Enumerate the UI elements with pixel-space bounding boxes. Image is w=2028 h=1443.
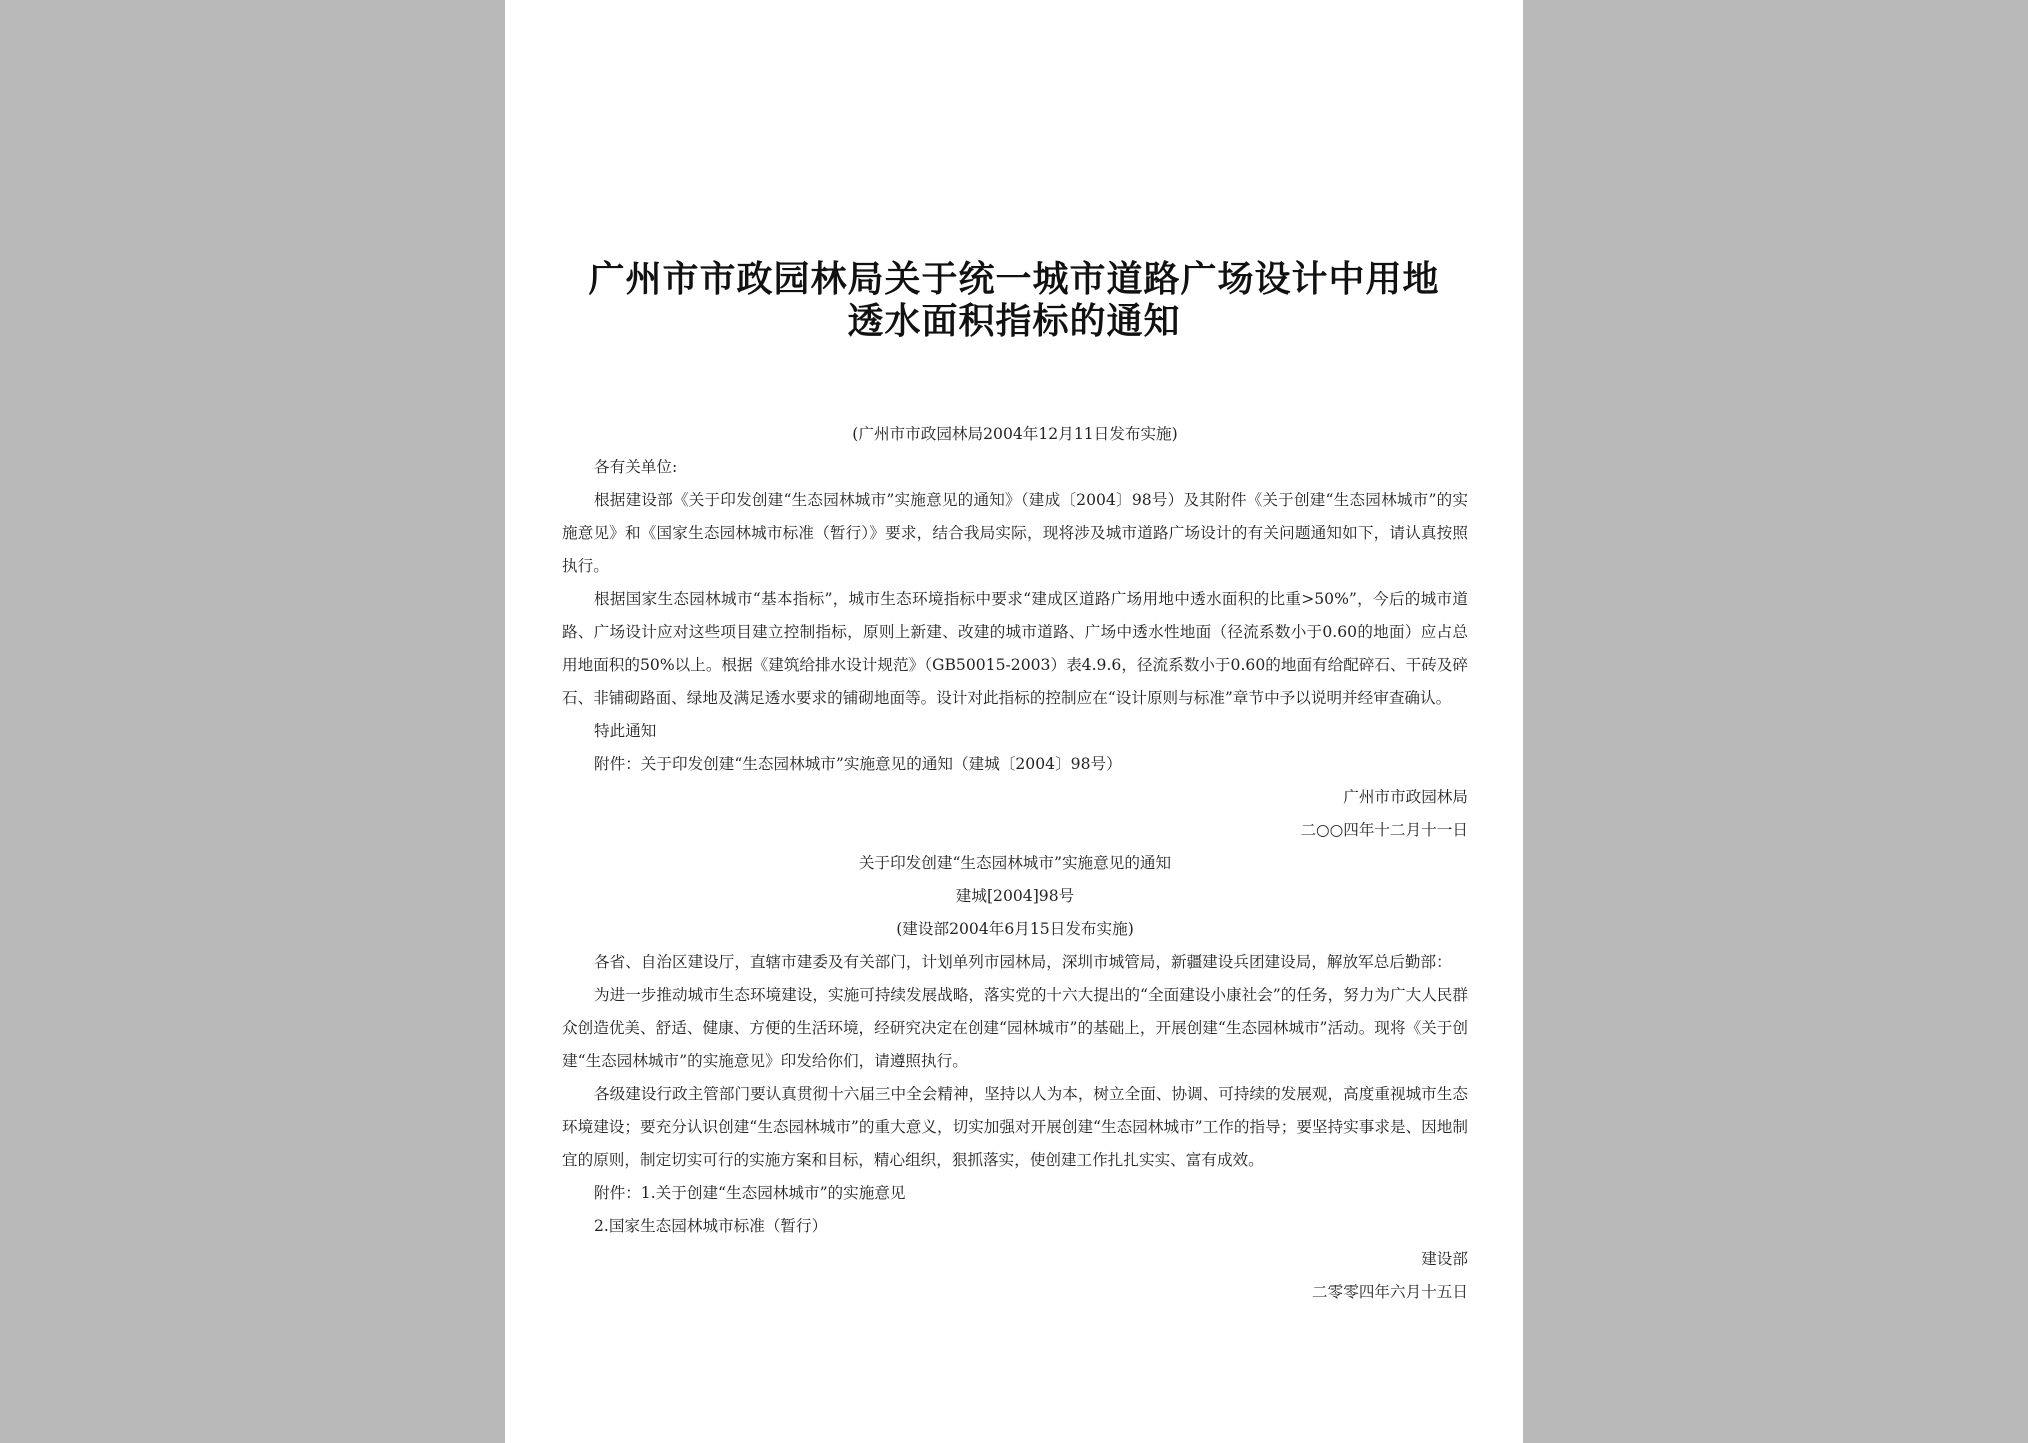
paragraph-2: 根据国家生态园林城市“基本指标”，城市生态环境指标中要求“建成区道路广场用地中透水面积的比重>50%”，今后的城市道路、广场设计应对这些项目建立控制指标，原则上新建、改建的城市道路、广场中透水性地面（径流系数小于0.60的地面）应占总用地面积的50%以上。根据《建筑给排水设计规范》（GB50015-2003）表4.9.6，径流系数小于0.60的地面有给配碎石、干砖及碎石、非铺砌路面、绿地及满足透水要求的铺砌地面等。设计对此指标的控制应在“设计原则与标准”章节中予以说明并经审查确认。 — [562, 590, 1468, 707]
sub-paragraph-1: 为进一步推动城市生态环境建设，实施可持续发展战略，落实党的十六大提出的“全面建设小康社会”的任务，努力为广大人民群众创造优美、舒适、健康、方便的生活环境，经研究决定在创建“园林城市”的基础上，开展创建“生态园林城市”活动。现将《关于创建“生态园林城市”的实施意见》印发给你们，请遵照执行。 — [562, 986, 1468, 1070]
sub-signer: 建设部 — [1421, 1250, 1468, 1268]
sub-notice-title: 关于印发创建“生态园林城市”实施意见的通知 — [858, 854, 1172, 872]
sub-sign-date: 二零零四年六月十五日 — [1312, 1283, 1468, 1301]
sub-notice-number: 建城[2004]98号 — [955, 887, 1075, 905]
paragraph-1: 根据建设部《关于印发创建“生态园林城市”实施意见的通知》（建成〔2004〕98号）及其附件《关于创建“生态园林城市”的实施意见》和《国家生态园林城市标准（暂行）》要求，结合我局实际，现将涉及城市道路广场设计的有关问题通知如下，请认真按照执行。 — [562, 491, 1468, 575]
title-line-2: 透水面积指标的通知 — [847, 300, 1181, 342]
signer: 广州市市政园林局 — [1343, 788, 1468, 806]
attachment-line: 附件：关于印发创建“生态园林城市”实施意见的通知（建城〔2004〕98号） — [594, 755, 1122, 773]
sub-attachment-1: 附件：1.关于创建“生态园林城市”的实施意见 — [594, 1184, 906, 1202]
sub-attachment-2: 2.国家生态园林城市标准（暂行） — [594, 1217, 828, 1235]
document-title — [505, 258, 1523, 342]
issue-note: (广州市市政园林局2004年12月11日发布实施) — [852, 425, 1178, 443]
sub-paragraph-2: 各级建设行政主管部门要认真贯彻十六届三中全会精神，坚持以人为本，树立全面、协调、可持续的发展观，高度重视城市生态环境建设；要充分认识创建“生态园林城市”的重大意义，切实加强对开展创建“生态园林城市”工作的指导；要坚持实事求是、因地制宜的原则，制定切实可行的实施方案和目标，精心组织，狠抓落实，使创建工作扎扎实实、富有成效。 — [562, 1085, 1468, 1169]
title-line-1: 广州市市政园林局关于统一城市道路广场设计中用地 — [588, 258, 1440, 300]
notice-line: 特此通知 — [594, 722, 657, 740]
document-body — [562, 418, 1468, 1309]
document-page — [505, 0, 1523, 1443]
sub-notice-issued: (建设部2004年6月15日发布实施) — [896, 920, 1134, 938]
salutation: 各有关单位: — [594, 458, 678, 476]
sign-date: 二○○四年十二月十一日 — [1300, 821, 1468, 839]
sub-salutation: 各省、自治区建设厅，直辖市建委及有关部门，计划单列市园林局，深圳市城管局，新疆建设兵团建设局，解放军总后勤部： — [594, 953, 1452, 971]
